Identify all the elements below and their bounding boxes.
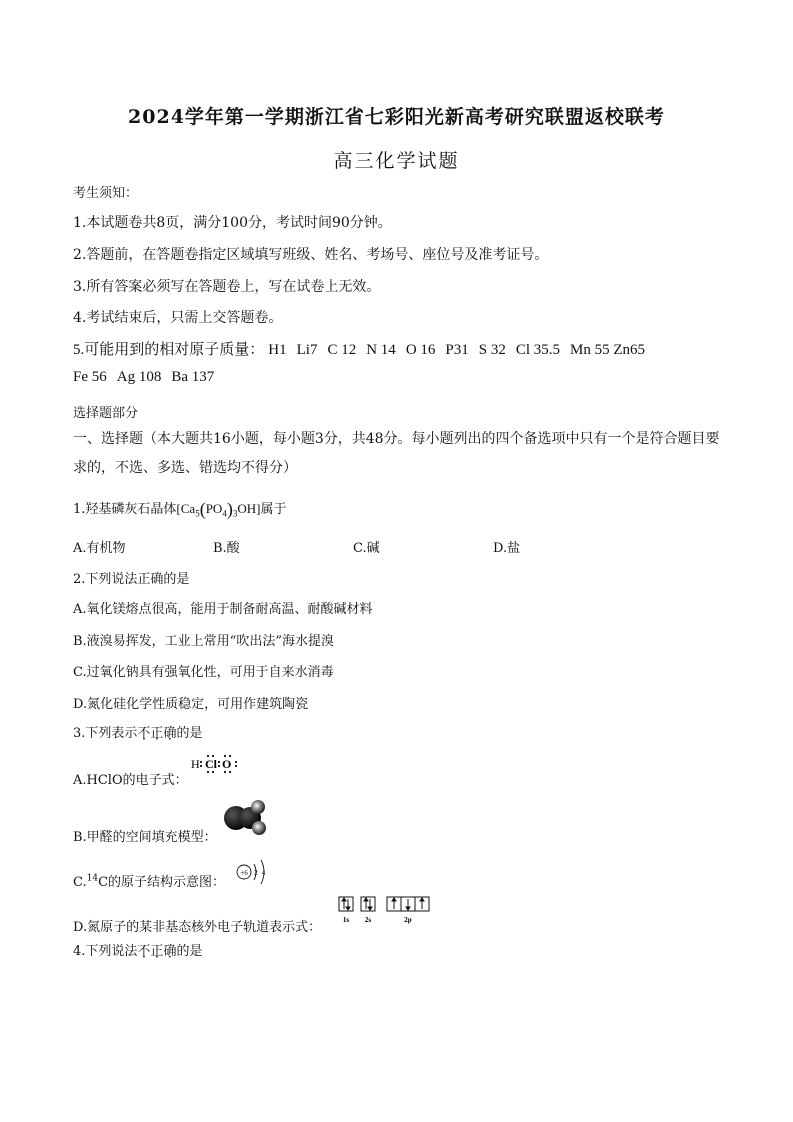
carbon-atomic-structure-diagram [234, 856, 274, 888]
formaldehyde-space-filling-model [222, 796, 272, 840]
mass-item: O 16 [405, 342, 436, 358]
q3-c-suffix: C的原子结构示意图： [98, 875, 226, 890]
q3-option-d: D.氮原子的某非基态核外电子轨道表示式： [73, 920, 322, 935]
q2-option-c: C.过氧化钠具有强氧化性，可用于自来水消毒 [73, 665, 334, 680]
notice-item-3: 3.所有答案必须写在答题卷上，写在试卷上无效。 [73, 279, 381, 295]
atomic-masses-line-2 [73, 369, 224, 386]
hydrogen-atom-sphere [251, 800, 265, 814]
mass-item: Ba 137 [171, 369, 215, 385]
q2-option-b: B.液溴易挥发，工业上常用“吹出法”海水提溴 [73, 634, 334, 649]
q3-emphasis: 不正确 [137, 726, 177, 741]
q4-stem-prefix: 4.下列说法 [73, 944, 138, 959]
shell-2-electrons: 4 [261, 869, 266, 877]
q3-stem-suffix: 的是 [176, 726, 203, 741]
formula-po: PO [205, 501, 223, 516]
atomic-masses-line-1 [73, 338, 655, 359]
q1-stem-prefix: 1.羟基磷灰石晶体 [73, 502, 177, 517]
mass-item: H1 [268, 342, 287, 358]
atom-h-label: H [191, 757, 200, 771]
q3-option-a: A.HClO的电子式： [73, 773, 188, 788]
hclo-electron-dot-diagram [190, 752, 250, 776]
formula-ca: Ca [180, 501, 196, 516]
orbital-label-1s: 1s [342, 916, 350, 924]
section-instructions: 一、选择题（本大题共16小题，每小题3分，共48分。每小题列出的四个备选项中只有一个是符合题目要求的，不选、多选、错选均不得分） [73, 431, 720, 476]
exam-title: 2024学年第一学期浙江省七彩阳光新高考研究联盟返校联考 [128, 106, 665, 128]
q1-formula: $[Ca_5(PO_4)_3OH]$ [176, 499, 261, 519]
formula-ca-sub: 5 [195, 508, 200, 519]
q3-stem-prefix: 3.下列表示 [73, 726, 138, 741]
formula-po-sub: 4 [222, 508, 227, 519]
formula-oh: OH [237, 501, 257, 516]
orbital-label-2s: 2s [364, 916, 372, 924]
question-2-stem: 2.下列说法正确的是 [73, 572, 190, 587]
notice-item-2: 2.答题前，在答题卷指定区域填写班级、姓名、考场号、座位号及准考证号。 [73, 247, 549, 263]
notice-item-4: 4.考试结束后，只需上交答题卷。 [73, 310, 283, 326]
q1-stem-suffix: 属于 [260, 502, 287, 517]
q3-c-prefix: C. [73, 875, 87, 890]
q4-emphasis: 不正确 [137, 944, 177, 959]
formula-paren-sub: 3 [232, 508, 238, 519]
q3-option-c [73, 871, 225, 890]
q3-c-mass-number: 14 [86, 873, 99, 884]
mass-item: Li7 [296, 342, 318, 358]
atom-o-label: O [222, 757, 232, 771]
exam-subtitle: 高三化学试题 [333, 150, 460, 172]
shell-1-electrons: 2 [254, 869, 258, 877]
question-4-stem [73, 940, 202, 959]
mass-item: Fe 56 [73, 369, 107, 385]
question-1-stem [73, 498, 286, 520]
mass-item: Mn 55 Zn65 [570, 342, 646, 358]
q2-option-a: A.氧化镁熔点很高，能用于制备耐高温、耐酸碱材料 [73, 602, 373, 617]
mass-item: C 12 [327, 342, 357, 358]
q4-stem-suffix: 的是 [176, 944, 203, 959]
q1-option-a: A.有机物 [73, 541, 126, 556]
mass-item: N 14 [366, 342, 396, 358]
notice-item-1: 1.本试题卷共8页，满分100分，考试时间90分钟。 [73, 215, 392, 231]
masses-prefix: 5.可能用到的相对原子质量： [73, 342, 265, 358]
q1-option-b: B.酸 [213, 541, 240, 556]
hydrogen-atom-sphere [252, 821, 266, 835]
nucleus-charge: +6 [240, 869, 248, 877]
section-label: 选择题部分 [73, 406, 139, 421]
mass-item: P31 [445, 342, 469, 358]
nitrogen-orbital-diagram [336, 895, 444, 925]
q2-option-d: D.氮化硅化学性质稳定，可用作建筑陶瓷 [73, 697, 309, 712]
notice-heading: 考生须知： [73, 186, 139, 201]
mass-item: Cl 35.5 [515, 342, 561, 358]
question-3-stem [73, 722, 202, 741]
orbital-label-2p: 2p [404, 916, 412, 924]
q3-option-b: B.甲醛的空间填充模型： [73, 830, 217, 845]
mass-item: S 32 [478, 342, 506, 358]
q1-option-c: C.碱 [353, 541, 380, 556]
q1-option-d: D.盐 [493, 541, 521, 556]
atom-cl-label: Cl [205, 757, 217, 771]
mass-item: Ag 108 [116, 369, 162, 385]
